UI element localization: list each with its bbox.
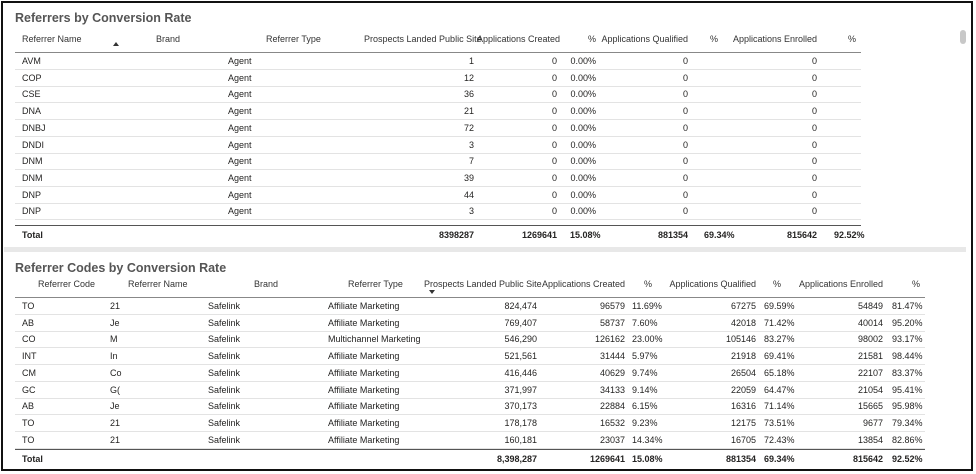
table-cell: Safelink — [208, 384, 241, 395]
table-cell: 105146 — [725, 334, 756, 345]
table-cell: 98002 — [857, 334, 883, 345]
referrer-codes-by-conversion-rate-visual[interactable] — [4, 254, 958, 468]
table-cell: 26504 — [730, 367, 756, 378]
table-cell: 65.18% — [764, 367, 795, 378]
table-cell: 9.14% — [632, 384, 658, 395]
column-header[interactable]: Applications Enrolled — [732, 34, 817, 44]
table-cell: Agent — [228, 89, 252, 100]
table-cell: 21 — [110, 417, 121, 428]
table-cell: 521,561 — [504, 351, 537, 362]
table-cell: Agent — [228, 206, 252, 217]
table-cell: CSE — [22, 89, 41, 100]
table-cell: 416,446 — [504, 367, 537, 378]
column-header[interactable]: Referrer Code — [38, 279, 96, 289]
column-header[interactable]: Brand — [254, 279, 279, 289]
total-label: Total — [22, 230, 43, 240]
table-cell: 96579 — [599, 301, 625, 311]
table-cell: Agent — [228, 189, 252, 200]
table-cell: 0.00% — [570, 106, 596, 117]
table-cell: DNDI — [22, 139, 44, 150]
total-value: 92.52% — [892, 454, 923, 464]
table-cell: 0 — [682, 56, 688, 66]
table-cell: TO — [22, 417, 35, 428]
table-cell: 69.59% — [764, 301, 795, 311]
table-cell: 0 — [811, 172, 817, 183]
table-cell: Co — [110, 367, 122, 378]
table-cell: 83.27% — [764, 334, 795, 345]
table-cell: 1 — [468, 56, 474, 66]
total-value: 15.08% — [570, 230, 601, 240]
table-cell: 54849 — [857, 301, 883, 311]
table-cell: 0 — [551, 122, 557, 133]
table-cell: 7 — [468, 156, 474, 167]
table-cell: 72.43% — [764, 434, 795, 445]
table-cell: 13854 — [857, 434, 883, 445]
sort-descending-icon[interactable] — [429, 290, 435, 294]
table-cell: TO — [22, 434, 35, 445]
table-cell: Agent — [228, 172, 252, 183]
table-cell: 9.74% — [632, 367, 658, 378]
table-cell: 22059 — [730, 384, 756, 395]
table-cell: 72 — [463, 122, 474, 133]
table-cell: Je — [110, 317, 120, 328]
table-cell: 371,997 — [504, 384, 537, 395]
table-cell: 0 — [551, 106, 557, 117]
table-cell: 36 — [463, 89, 474, 100]
table-cell: AB — [22, 317, 35, 328]
vertical-scrollbar[interactable] — [960, 30, 966, 44]
table-cell: Safelink — [208, 334, 241, 345]
table-cell: 5.97% — [632, 351, 658, 362]
column-header[interactable]: Applications Created — [477, 34, 561, 44]
table-cell: Agent — [228, 122, 252, 133]
column-header[interactable]: Referrer Name — [22, 34, 82, 44]
table-cell: 0 — [811, 72, 817, 83]
table-cell: Affiliate Marketing — [328, 434, 400, 445]
column-header[interactable]: Applications Enrolled — [798, 279, 883, 289]
table-cell: Safelink — [208, 434, 241, 445]
column-header[interactable]: % — [587, 34, 596, 44]
table-cell: 160,181 — [504, 434, 537, 445]
total-value: 15.08% — [632, 454, 663, 464]
table-cell: DNM — [22, 172, 43, 183]
table-cell: Safelink — [208, 317, 241, 328]
table-cell: 769,407 — [504, 317, 537, 328]
table-cell: 3 — [468, 206, 474, 217]
table-cell: DNBJ — [22, 122, 46, 133]
table-cell: 71.42% — [764, 317, 795, 328]
table-cell: 0 — [551, 206, 557, 217]
table-cell: 95.98% — [892, 401, 923, 412]
table-cell: 0.00% — [570, 139, 596, 150]
table-cell: 0 — [682, 189, 688, 200]
table-cell: 98.44% — [892, 351, 923, 362]
table-cell: 21918 — [730, 351, 756, 362]
total-value: 8,398,287 — [496, 454, 537, 464]
table-cell: 0 — [811, 206, 817, 217]
table-cell: Affiliate Marketing — [328, 351, 400, 362]
table-cell: 69.41% — [764, 351, 795, 362]
table-cell: CM — [22, 367, 36, 378]
table-cell: Agent — [228, 156, 252, 167]
table-cell: 0 — [551, 139, 557, 150]
table-cell: 546,290 — [504, 334, 537, 345]
table-cell: 16532 — [599, 417, 625, 428]
table-cell: 0.00% — [570, 189, 596, 200]
table-cell: 79.34% — [892, 417, 923, 428]
column-header[interactable]: Brand — [156, 34, 181, 44]
table-cell: 0.00% — [570, 72, 596, 83]
column-header[interactable]: Applications Qualified — [669, 279, 756, 289]
visual-separator — [4, 247, 966, 252]
table-cell: CO — [22, 334, 36, 345]
column-header[interactable]: Referrer Type — [348, 279, 403, 289]
table-cell: 0 — [811, 189, 817, 200]
table-cell: 0.00% — [570, 89, 596, 100]
table-cell: AB — [22, 401, 35, 412]
table-cell: 0 — [811, 89, 817, 100]
table-cell: 0.00% — [570, 172, 596, 183]
table-cell: 0.00% — [570, 156, 596, 167]
table-cell: Safelink — [208, 301, 241, 311]
table-cell: Safelink — [208, 417, 241, 428]
table-cell: 16316 — [730, 401, 756, 412]
table-cell: 21054 — [857, 384, 883, 395]
table-cell: Agent — [228, 56, 252, 66]
table-cell: 0.00% — [570, 122, 596, 133]
table-cell: DNP — [22, 206, 42, 217]
table-cell: 15665 — [857, 401, 883, 412]
column-header[interactable]: Applications Qualified — [601, 34, 688, 44]
table-cell: 64.47% — [764, 384, 795, 395]
table-cell: Affiliate Marketing — [328, 384, 400, 395]
table-cell: 0 — [811, 56, 817, 66]
table-cell: 0 — [682, 139, 688, 150]
table-cell: 11.69% — [632, 301, 662, 311]
total-value: 815642 — [786, 230, 817, 240]
table-cell: Safelink — [208, 367, 241, 378]
table-cell: Multichannel Marketing — [328, 334, 421, 345]
table-cell: 0 — [551, 72, 557, 83]
table-cell: Agent — [228, 106, 252, 117]
table-cell: 93.17% — [892, 334, 923, 345]
table-cell: 22107 — [857, 367, 883, 378]
table-cell: 21 — [110, 434, 121, 445]
table-cell: 0 — [551, 89, 557, 100]
table-cell: 0 — [811, 122, 817, 133]
column-header[interactable]: % — [643, 279, 652, 289]
table-cell: 0 — [811, 106, 817, 117]
table-cell: 14.34% — [632, 434, 663, 445]
table-cell: 3 — [468, 139, 474, 150]
column-header[interactable]: Referrer Type — [266, 34, 321, 44]
total-value: 1269641 — [589, 454, 625, 464]
table-cell: 81.47% — [892, 301, 923, 311]
table-cell: Agent — [228, 72, 252, 83]
table-cell: DNA — [22, 106, 42, 117]
total-label: Total — [22, 454, 43, 464]
table-cell: 42018 — [730, 317, 756, 328]
column-header[interactable]: % — [911, 279, 920, 289]
table-cell: 0.00% — [570, 56, 596, 66]
column-header[interactable]: % — [847, 34, 856, 44]
table-cell: M — [110, 334, 118, 345]
table-cell: 12 — [463, 72, 474, 83]
table-cell: 0 — [682, 122, 688, 133]
table-cell: 71.14% — [764, 401, 795, 412]
table-cell: 9.23% — [632, 417, 658, 428]
table-cell: 126162 — [594, 334, 625, 345]
table-cell: 0 — [682, 206, 688, 217]
sort-ascending-icon[interactable] — [113, 42, 119, 46]
total-value: 69.34% — [764, 454, 795, 464]
table-cell: Agent — [228, 139, 252, 150]
table-cell: INT — [22, 351, 37, 362]
table-cell: 23.00% — [632, 334, 663, 345]
table-cell: 0 — [682, 106, 688, 117]
table-cell: Je — [110, 401, 120, 412]
column-header[interactable]: Referrer Name — [128, 279, 188, 289]
table-cell: 82.86% — [892, 434, 923, 445]
total-value: 815642 — [852, 454, 883, 464]
table-cell: Safelink — [208, 351, 241, 362]
table-cell: 95.20% — [892, 317, 923, 328]
table-cell: 9677 — [862, 417, 883, 428]
table-cell: 39 — [463, 172, 474, 183]
total-divider — [15, 449, 925, 450]
table-cell: DNP — [22, 189, 42, 200]
column-header[interactable]: % — [709, 34, 718, 44]
table-cell: TO — [22, 301, 35, 311]
table-cell: 0 — [551, 172, 557, 183]
table-cell: 12175 — [730, 417, 756, 428]
table-cell: 95.41% — [892, 384, 923, 395]
column-header[interactable]: Prospects Landed Public Site — [424, 279, 542, 289]
total-value: 881354 — [657, 230, 688, 240]
table-cell: 23037 — [599, 434, 625, 445]
table-cell: 40629 — [599, 367, 625, 378]
table-cell: 178,178 — [504, 417, 537, 428]
total-value: 92.52% — [834, 230, 865, 240]
table-cell: 0 — [551, 189, 557, 200]
table-cell: 21581 — [857, 351, 883, 362]
table-cell: 0 — [551, 156, 557, 167]
table-cell: Affiliate Marketing — [328, 417, 400, 428]
table-cell: 34133 — [599, 384, 625, 395]
total-value: 881354 — [725, 454, 756, 464]
column-header[interactable]: Prospects Landed Public Site — [364, 34, 482, 44]
column-header[interactable]: Applications Created — [541, 279, 625, 289]
table-cell: 0.00% — [570, 206, 596, 217]
table-cell: 0 — [682, 89, 688, 100]
total-value: 1269641 — [521, 230, 557, 240]
table-cell: Affiliate Marketing — [328, 301, 400, 311]
table-cell: Affiliate Marketing — [328, 401, 400, 412]
table-cell: 22884 — [599, 401, 625, 412]
table-cell: 0 — [682, 156, 688, 167]
table-cell: G( — [110, 384, 120, 395]
referrers-by-conversion-rate-visual[interactable] — [4, 4, 958, 245]
table-cell: 83.37% — [892, 367, 923, 378]
column-header[interactable]: % — [772, 279, 781, 289]
table-cell: DNM — [22, 156, 43, 167]
table-cell: 58737 — [599, 317, 625, 328]
table-cell: 31444 — [599, 351, 625, 362]
table-cell: Affiliate Marketing — [328, 317, 400, 328]
table-cell: 824,474 — [504, 301, 537, 311]
table-cell: 67275 — [730, 301, 756, 311]
table-cell: AVM — [22, 56, 41, 66]
table-cell: 0 — [811, 139, 817, 150]
table-cell: 21 — [110, 301, 121, 311]
total-value: 69.34% — [704, 230, 735, 240]
table-cell: 0 — [682, 172, 688, 183]
table-cell: 0 — [551, 56, 557, 66]
table-cell: Safelink — [208, 401, 241, 412]
table-cell: GC — [22, 384, 36, 395]
total-divider — [15, 225, 861, 226]
visual-title: Referrers by Conversion Rate — [15, 11, 192, 25]
table-cell: 44 — [463, 189, 474, 200]
table-cell: 16705 — [730, 434, 756, 445]
table-cell: 6.15% — [632, 401, 658, 412]
table-cell: COP — [22, 72, 42, 83]
table-cell: 0 — [811, 156, 817, 167]
total-value: 8398287 — [438, 230, 474, 240]
table-cell: Affiliate Marketing — [328, 367, 400, 378]
table-cell: 7.60% — [632, 317, 658, 328]
table-cell: 21 — [463, 106, 474, 117]
visual-title: Referrer Codes by Conversion Rate — [15, 261, 227, 275]
table-cell: 0 — [682, 72, 688, 83]
table-cell: 73.51% — [764, 417, 795, 428]
table-cell: 40014 — [857, 317, 883, 328]
table-cell: 370,173 — [504, 401, 537, 412]
table-cell: In — [110, 351, 118, 362]
